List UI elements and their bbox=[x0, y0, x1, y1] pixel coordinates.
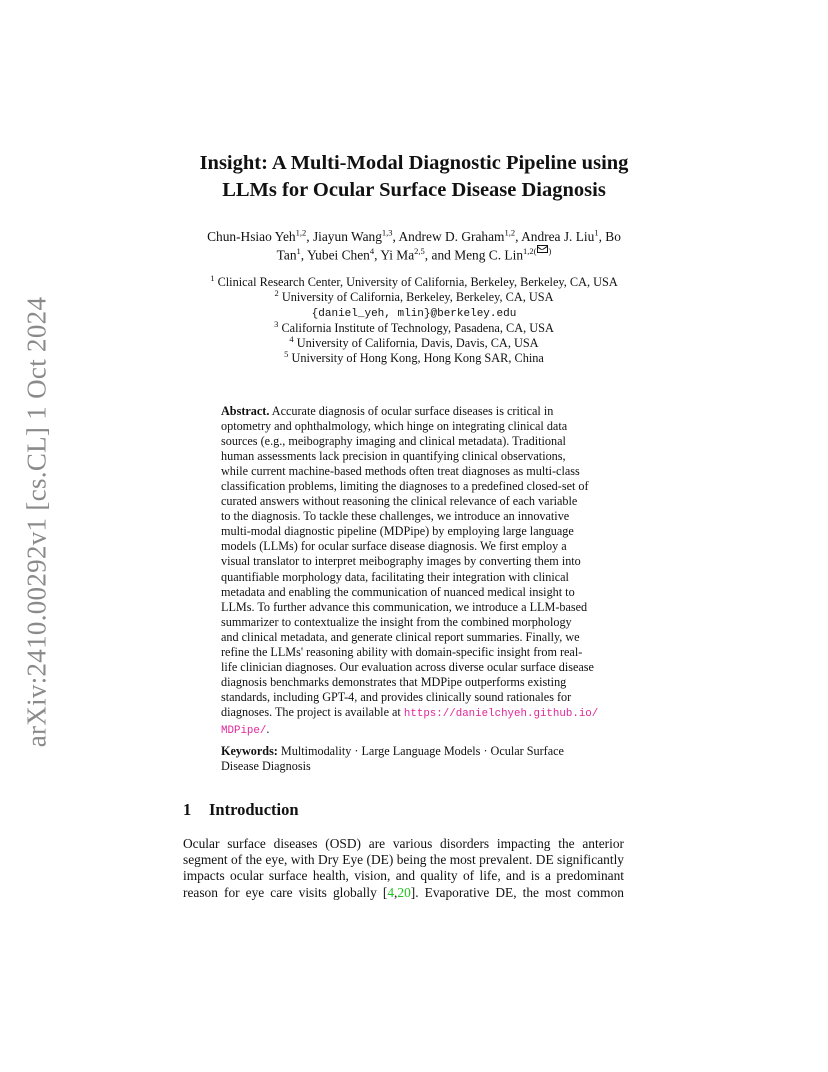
affiliation-number: 5 bbox=[284, 348, 289, 359]
abstract-line: curated answers without reasoning the clinical relevance of each variable bbox=[221, 494, 578, 509]
arxiv-identifier: arXiv:2410.00292v1 [cs.CL] 1 Oct 2024 bbox=[21, 296, 52, 748]
abstract-line: summarizer to contextualize the insight from the combined morphology bbox=[221, 614, 572, 629]
abstract-line: metadata and enabling the communication of nuanced medical insight to bbox=[221, 584, 575, 599]
author-affil: 1,2 bbox=[295, 227, 307, 238]
abstract-line: optometry and ophthalmology, which hinge on integrating clinical data bbox=[221, 419, 568, 434]
keywords-line-1 bbox=[221, 744, 614, 759]
abstract-line: human assessments lack precision in quantifying clinical observations, bbox=[221, 449, 566, 464]
abstract-line: quantifiable morphology data, facilitating their integration with clinical bbox=[221, 569, 569, 584]
abstract-line: and clinical metadata, and generate clinical report summaries. Finally, we bbox=[221, 629, 580, 644]
title-line-2: LLMs for Ocular Surface Disease Diagnosis bbox=[222, 179, 606, 201]
abstract-text: diagnoses. The project is available at bbox=[221, 704, 401, 719]
author-affil: 1,2 bbox=[504, 227, 516, 238]
intro-paragraph bbox=[183, 836, 624, 901]
affiliations bbox=[150, 272, 678, 366]
author-name: Andrea J. Liu bbox=[521, 229, 595, 244]
keywords-label: Keywords: bbox=[221, 744, 278, 758]
affiliation-2 bbox=[150, 287, 678, 305]
contact-email bbox=[150, 305, 678, 322]
author-affil: 4 bbox=[369, 246, 375, 256]
author-affil: 2,5 bbox=[414, 246, 425, 256]
email-address: {daniel_yeh, mlin}@berkeley.edu bbox=[311, 307, 517, 320]
project-link-continued[interactable]: MDPipe/ bbox=[221, 724, 267, 737]
abstract bbox=[221, 404, 614, 739]
intro-line: segment of the eye, with Dry Eye (DE) being the most prevalent. DE significantly bbox=[183, 852, 624, 868]
affiliation-3 bbox=[150, 321, 678, 336]
abstract-line: sources (e.g., meibography imaging and clinical metadata). Traditional bbox=[221, 434, 566, 449]
affiliation-text: University of California, Berkeley, Berkeley, CA, USA bbox=[281, 289, 554, 304]
abstract-line bbox=[221, 404, 614, 419]
author-affil-nums: 1,2 bbox=[523, 246, 534, 256]
author-affil: 1 bbox=[594, 227, 599, 238]
abstract-line: while current machine-based methods often treat diagnoses as multi-class bbox=[221, 464, 580, 479]
abstract-line: multi-modal diagnostic pipeline (MDPipe) by employing large language bbox=[221, 524, 574, 539]
affiliation-5 bbox=[150, 348, 678, 366]
keywords bbox=[221, 744, 614, 774]
abstract-line: life clinician diagnoses. Our evaluation across diverse ocular surface disease bbox=[221, 659, 594, 674]
citation-separator: , bbox=[394, 884, 398, 900]
author-name: Yi Ma bbox=[380, 247, 415, 263]
intro-line: Ocular surface diseases (OSD) are various disorders impacting the anterior bbox=[183, 836, 624, 851]
citation-link[interactable]: 20 bbox=[397, 884, 411, 900]
affiliation-number: 4 bbox=[289, 334, 294, 345]
intro-text: reason for eye care visits globally [ bbox=[183, 884, 388, 900]
author-line-1: Chun-Hsiao Yeh$^{1,2}$, Jiayun Wang$^{1,3}$, Andrew D. Graham$^{1,2}$, Andrea J. Liu$^1$, Bo bbox=[207, 227, 621, 244]
keywords-text: Multimodality · Large Language Models · Ocular Surface bbox=[280, 744, 564, 758]
author-line-2: Tan$^1$, Yubei Chen$^4$, Yi Ma$^{2,5}$, and Meng C. Lin$^{1,2( )}$ bbox=[276, 246, 552, 263]
affiliation-text: Clinical Research Center, University of California, Berkeley, Berkeley, CA, USA bbox=[217, 275, 618, 289]
affiliation-1 bbox=[150, 272, 678, 290]
author-affil: 1,2( ) bbox=[523, 246, 552, 256]
author-name: Meng C. Lin bbox=[454, 247, 524, 263]
affiliation-number: 2 bbox=[274, 287, 279, 298]
author-affil: 1,3 bbox=[381, 227, 393, 238]
abstract-text: Accurate diagnosis of ocular surface diseases is critical in bbox=[271, 404, 554, 418]
abstract-text: . bbox=[266, 721, 270, 736]
author-name: Yubei Chen bbox=[307, 247, 370, 263]
intro-line: impacts ocular surface health, vision, and quality of life, and is a predominant bbox=[183, 868, 624, 884]
affiliation-text: University of Hong Kong, Hong Kong SAR, China bbox=[291, 350, 544, 365]
abstract-line bbox=[221, 705, 614, 722]
affiliation-4 bbox=[150, 336, 678, 351]
envelope-icon bbox=[537, 245, 548, 253]
intro-text: ]. Evaporative DE, the most common bbox=[410, 884, 624, 900]
intro-line bbox=[183, 885, 624, 901]
title-line-1: Insight: A Multi-Modal Diagnostic Pipeline using bbox=[199, 152, 629, 174]
abstract-line: standards, including GPT-4, and provides clinically sound rationales for bbox=[221, 689, 572, 704]
affiliation-text: University of California, Davis, Davis, CA, USA bbox=[296, 336, 539, 351]
abstract-line: visual translator to interpret meibography images by converting them into bbox=[221, 554, 581, 569]
author-name: Chun-Hsiao Yeh bbox=[207, 229, 296, 244]
author-name: Jiayun Wang bbox=[312, 229, 382, 244]
keywords-line-2: Disease Diagnosis bbox=[221, 759, 311, 774]
section-heading bbox=[183, 800, 299, 820]
abstract-line: refine the LLMs' reasoning ability with domain-specific insight from real- bbox=[221, 644, 583, 659]
section-number: 1 bbox=[183, 800, 192, 819]
section-title: Introduction bbox=[209, 800, 299, 819]
project-link[interactable]: https://danielchyeh.github.io/ bbox=[403, 707, 599, 720]
abstract-line: models (LLMs) for ocular surface disease diagnosis. We first employ a bbox=[221, 539, 567, 554]
author-name: Bo bbox=[605, 229, 621, 244]
affiliation-number: 3 bbox=[274, 319, 279, 330]
affiliation-text: California Institute of Technology, Pasadena, CA, USA bbox=[281, 321, 554, 336]
abstract-line: diagnosis benchmarks demonstrates that MDPipe outperforms existing bbox=[221, 674, 567, 689]
paper-title bbox=[150, 150, 678, 204]
abstract-line: LLMs. To further advance this communication, we introduce a LLM-based bbox=[221, 599, 588, 614]
affiliation-number: 1 bbox=[210, 272, 215, 283]
abstract-label: Abstract. bbox=[221, 404, 270, 418]
author-name: Andrew D. Graham bbox=[398, 229, 505, 244]
author-affil: 1 bbox=[296, 246, 301, 256]
abstract-line: to the diagnosis. To tackle these challenges, we introduce an innovative bbox=[221, 509, 570, 524]
abstract-line: classification problems, limiting the diagnoses to a predefined closed-set of bbox=[221, 479, 589, 494]
author-name: Tan bbox=[276, 247, 297, 263]
author-list bbox=[150, 228, 678, 263]
abstract-line bbox=[221, 722, 614, 739]
author-and: and bbox=[431, 247, 451, 263]
citation-link[interactable]: 4 bbox=[387, 884, 395, 900]
